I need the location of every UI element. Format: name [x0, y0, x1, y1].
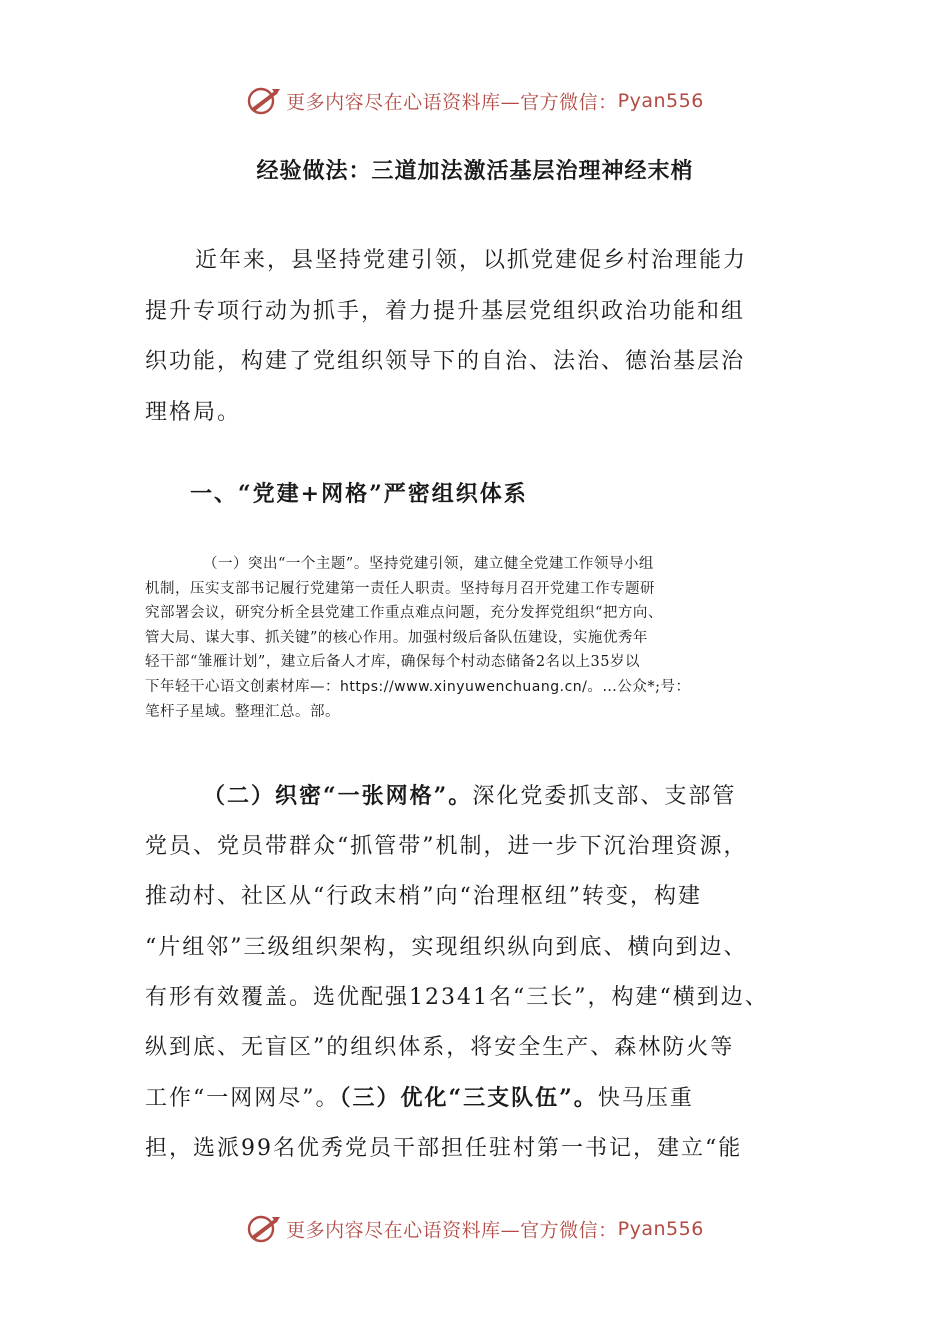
section-heading: 一、“党建+网格”严密组织体系	[190, 481, 528, 507]
intro-line: 提升专项行动为抓手，着力提升基层党组织政治功能和组	[145, 298, 746, 324]
small-line-prefix: 下年轻干心语文创素材库—：	[145, 678, 340, 695]
intro-line: 织功能，构建了党组织领导下的自治、法治、德治基层治	[145, 349, 746, 375]
small-line: 笔杆子星域。整理汇总。部。	[145, 703, 340, 720]
small-line: 轻干部“雏雁计划”，建立后备人才库，确保每个村动态储备2名以上35岁以	[145, 654, 640, 671]
small-line: （一）突出“一个主题”。坚持党建引领，建立健全党建工作领导小组	[203, 556, 654, 572]
small-line: 管大局、谋大事、抓关键”的核心作用。加强村级后备队伍建设，实施优秀年	[145, 629, 648, 646]
body-text: 工作“一网网尽”。	[145, 1086, 340, 1112]
body-line: 党员、党员带群众“抓管带”机制，进一步下沉治理资源，	[145, 834, 748, 860]
small-line: 究部署会议，研究分析全县党建工作重点难点问题，充分发挥党组织“把方向、	[145, 605, 663, 622]
body-line	[145, 771, 825, 822]
watermark-id: Pyan556	[617, 90, 704, 112]
pen-logo-icon	[246, 86, 282, 116]
small-paragraph	[145, 552, 825, 724]
body-line	[145, 1073, 825, 1124]
intro-line: 理格局。	[145, 399, 242, 425]
body-text: 快马压重	[597, 1086, 694, 1112]
intro-paragraph	[145, 236, 825, 438]
body-line: 纵到底、无盲区”的组织体系，将安全生产、森林防火等	[145, 1035, 735, 1061]
body-line: 推动村、社区从“行政末梢”向“治理枢纽”转变，构建	[145, 884, 702, 910]
watermark-banner-top	[0, 86, 950, 116]
subheading-2: （二）织密“一张网格”。	[203, 783, 473, 809]
watermark-text: 更多内容尽在心语资料库—官方微信：	[286, 91, 618, 114]
pen-logo-icon	[246, 1214, 282, 1244]
body-text: 深化党委抓支部、支部管	[472, 784, 737, 809]
intro-line: 近年来，县坚持党建引领，以抓党建促乡村治理能力	[195, 248, 748, 273]
document-title: 经验做法：三道加法激活基层治理神经末梢	[256, 158, 694, 184]
body-line: 有形有效覆盖。选优配强12341名“三长”，构建“横到边、	[145, 984, 769, 1010]
body-line: “片组邻”三级组织架构，实现组织纵向到底、横向到边、	[145, 934, 748, 960]
watermark-id: Pyan556	[617, 1218, 704, 1240]
subheading-3: （三）优化“三支队伍”。	[339, 1085, 598, 1112]
watermark-text: 更多内容尽在心语资料库—官方微信：	[286, 1219, 618, 1242]
small-line-with-url	[145, 675, 825, 700]
small-line: 机制，压实支部书记履行党建第一责任人职责。坚持每月召开党建工作专题研	[145, 580, 655, 597]
body-line: 担，选派99名优秀党员干部担任驻村第一书记，建立“能	[145, 1136, 743, 1162]
source-url: https://www.xinyuwenchuang.cn/	[340, 678, 588, 695]
small-line-suffix: 。…公众*;号：	[587, 678, 691, 695]
body-paragraph-2	[145, 771, 825, 1175]
watermark-banner-bottom	[0, 1214, 950, 1244]
